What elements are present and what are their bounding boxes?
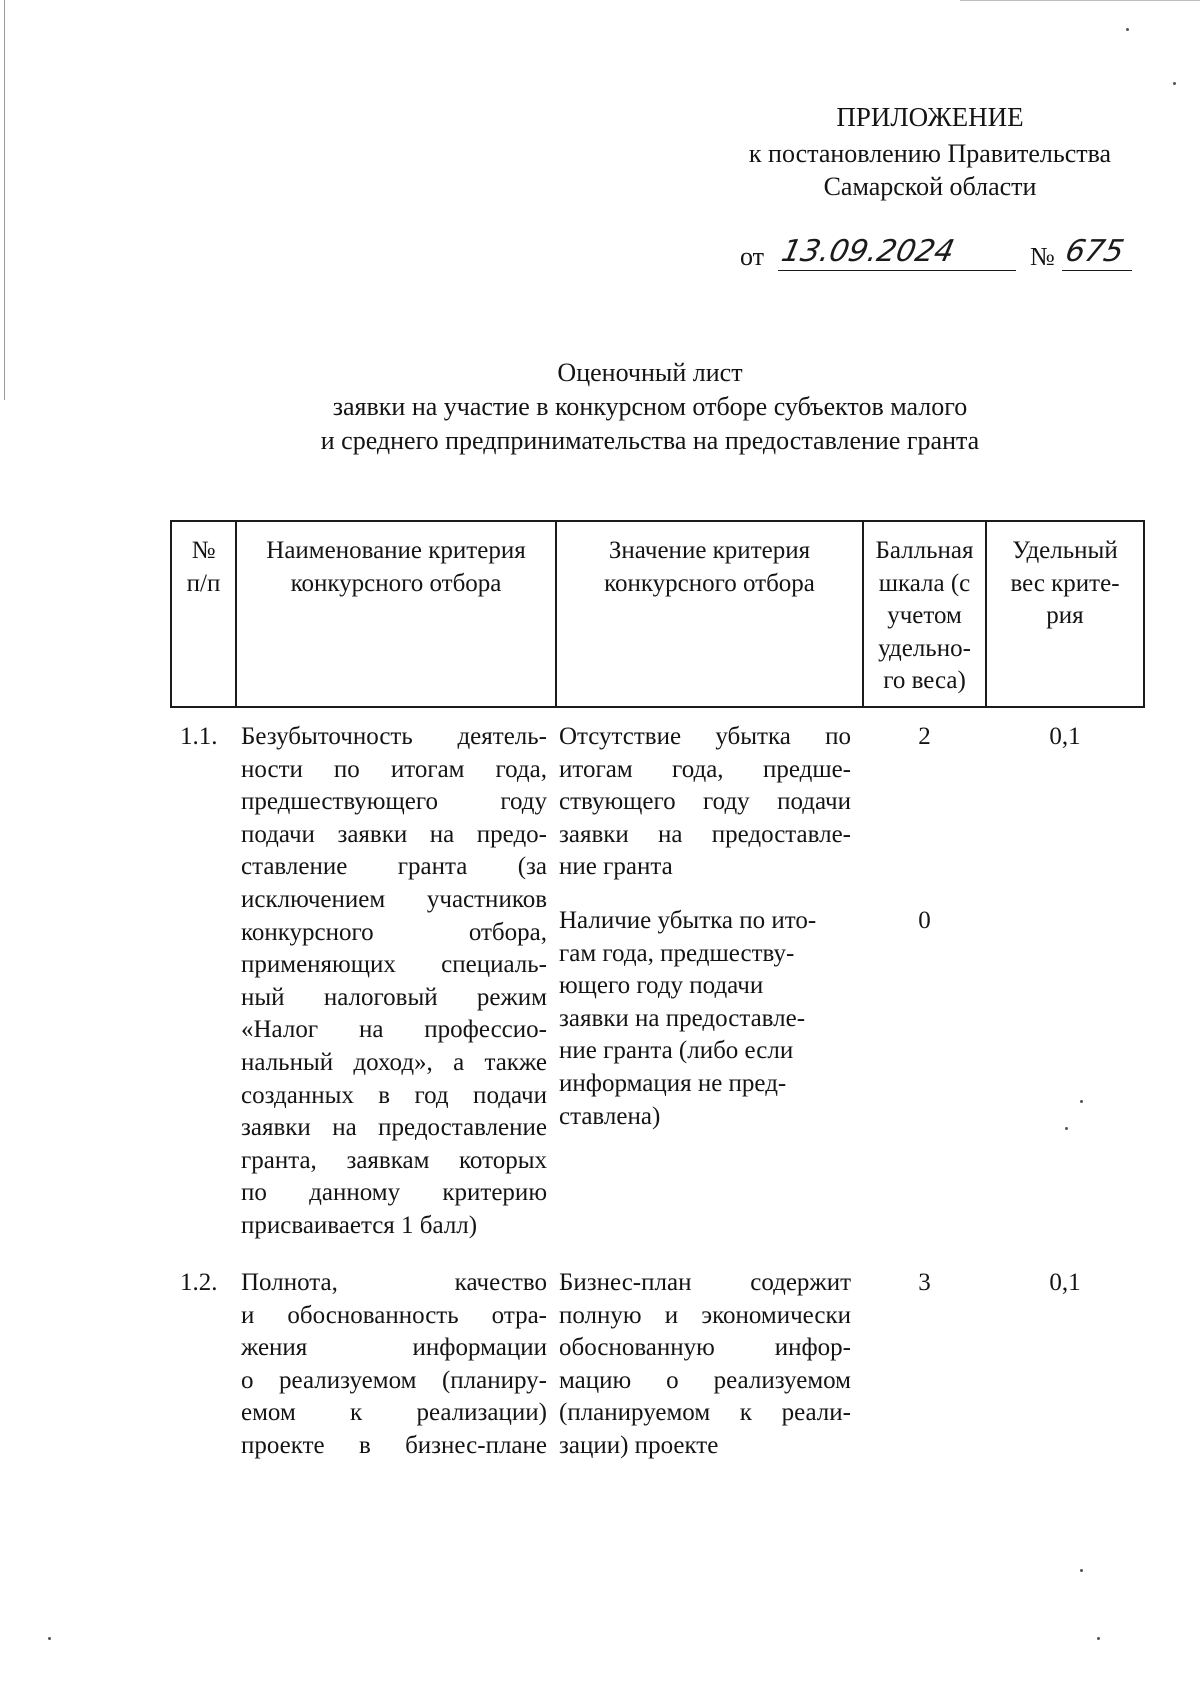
scan-speck — [1097, 1637, 1100, 1640]
row-1-2-number: 1.2. — [180, 1269, 218, 1296]
row-1-1-criterion: Безубыточность деятель- ности по итогам года, предшествующего году подачи заявки на предо- ставление гранта (за исключением участников конкурсного отбора, применяющих специаль- ный налоговый режим «Налог на профессио- нальный доход», а также созданных в год подачи заявки на предоставление гранта, заявкам которых по данному критерию присваивается 1 балл) — [241, 723, 547, 1239]
row-1-1-score-option-2: 0 — [918, 907, 931, 934]
number-prefix: № — [1030, 242, 1055, 271]
number-underline — [1062, 270, 1132, 271]
header-cell-weight: Удельный вес крите- рия — [1010, 537, 1120, 630]
scan-speck — [1080, 1569, 1083, 1572]
document-title: Оценочный лист — [557, 358, 743, 387]
scan-top-line — [960, 0, 1200, 1]
row-1-2-score: 3 — [918, 1269, 931, 1296]
date-number-row — [740, 236, 1140, 276]
scan-speck — [1080, 1100, 1083, 1103]
scan-speck — [1173, 82, 1176, 85]
date-underline — [778, 270, 1016, 271]
number-handwritten: 675 — [1062, 234, 1127, 269]
scan-speck — [1126, 28, 1129, 31]
date-prefix: от — [740, 242, 765, 271]
row-1-1-value-option-1: Отсутствие убытка по итогам года, предше- ствующего году подачи заявки на предоставле- ние гранта — [559, 723, 851, 881]
scan-speck — [48, 1637, 51, 1640]
row-1-1-weight: 0,1 — [1049, 723, 1081, 750]
header-cell-number: № п/п — [186, 537, 221, 597]
document-subtitle-1: заявки на участие в конкурсном отборе субъектов малого — [332, 392, 968, 421]
header-cell-value: Значение критерия конкурсного отбора — [604, 537, 815, 597]
header-cell-scale: Балльная шкала (с учетом удельно- го веса) — [875, 537, 974, 695]
table-border-right — [1143, 520, 1145, 708]
scan-edge-line — [4, 0, 5, 400]
header-cell-criterion: Наименование критерия конкурсного отбора — [266, 537, 526, 597]
row-1-1-number: 1.1. — [180, 723, 218, 750]
appendix-line-1: к постановлению Правительства — [748, 139, 1112, 168]
table-border-top — [170, 520, 1145, 522]
table-border-bottom — [170, 706, 1145, 708]
row-1-2-value-option-1: Бизнес-план содержит полную и экономически обоснованную инфор- мацию о реализуемом (планируемом к реали- зации) проекте — [559, 1269, 851, 1459]
scan-speck — [1065, 1127, 1068, 1130]
appendix-line-2: Самарской области — [823, 172, 1037, 201]
document-subtitle-2: и среднего предпринимательства на предоставление гранта — [320, 426, 980, 455]
row-1-2-weight: 0,1 — [1049, 1269, 1081, 1296]
date-handwritten: 13.09.2024 — [778, 234, 958, 269]
appendix-title: ПРИЛОЖЕНИЕ — [836, 102, 1024, 132]
row-1-2-criterion: Полнота, качество и обоснованность отра- жения информации о реализуемом (планиру- емом к реализации) проекте в бизнес-плане — [241, 1269, 547, 1459]
row-1-1-value-option-2: Наличие убытка по ито- гам года, предшеству- ющего году подачи заявки на предоставле- ние гранта (либо если информация не пред- ставлена) — [559, 907, 817, 1130]
row-1-1-score-option-1: 2 — [918, 723, 931, 750]
